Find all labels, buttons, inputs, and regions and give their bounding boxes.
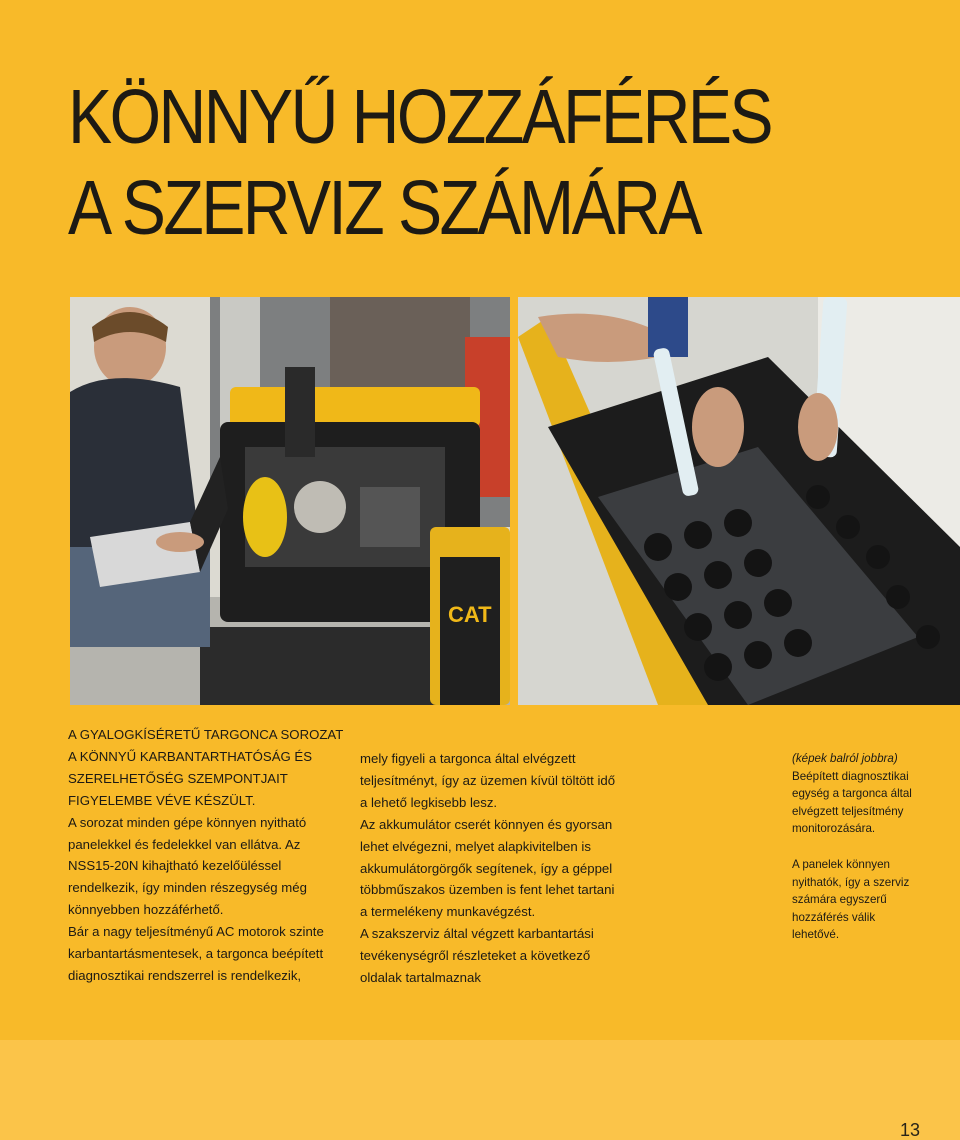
caption-line: lehetővé.	[792, 928, 840, 942]
text-column-1	[68, 724, 343, 987]
body-line: NSS15-20N kihajtható kezelőüléssel	[68, 858, 282, 874]
body-line: panelekkel és fedelekkel van ellátva. Az	[68, 836, 301, 852]
caption-note: (képek balról jobbra)	[792, 752, 898, 765]
body-line: A sorozat minden gépe könnyen nyitható	[68, 814, 307, 830]
cat-logo-text: CAT	[448, 602, 492, 627]
caption-line: A panelek könnyen	[792, 857, 890, 871]
body-line: könnyebben hozzáférhető.	[68, 902, 224, 918]
photo-battery-access	[518, 297, 960, 705]
intro-heading-line: SZERELHETŐSÉG SZEMPONTJAIT	[68, 770, 288, 786]
body-line: mely figyeli a targonca által elvégzett	[360, 751, 576, 766]
body-line: Bár a nagy teljesítményű AC motorok szinte	[68, 924, 324, 940]
body-line: karbantartásmentesek, a targonca beépített	[68, 946, 324, 962]
column2-body	[360, 748, 630, 989]
column1-body	[68, 812, 343, 987]
intro-heading-line: FIGYELEMBE VÉVE KÉSZÜLT.	[68, 792, 256, 808]
body-line: a termelékeny munkavégzést.	[360, 904, 536, 920]
body-line: többműszakos üzemben is fent lehet tartani	[360, 882, 615, 898]
body-line: teljesítményt, így az üzemen kívül töltött idő	[360, 772, 616, 788]
caption-line: számára egyszerű	[792, 893, 887, 907]
caption-line: egység a targonca által	[792, 787, 912, 801]
body-line: A szakszerviz által végzett karbantartási	[360, 926, 594, 942]
caption-line: nyithatók, így a szerviz	[792, 875, 910, 889]
intro-heading-line: A GYALOGKÍSÉRETŰ TARGONCA SOROZAT	[68, 727, 344, 742]
photo-diagnostics	[70, 297, 510, 705]
intro-heading-line: A KÖNNYŰ KARBANTARTHATÓSÁG ÉS	[68, 748, 313, 764]
caption-line: elvégzett teljesítmény	[792, 804, 904, 818]
caption-second	[792, 856, 937, 944]
page-number: 13	[899, 1120, 920, 1140]
caption-line: hozzáférés válik	[792, 910, 876, 924]
caption-line: monitorozására.	[792, 822, 876, 836]
page-title	[68, 72, 808, 254]
body-line: tevékenységről részleteket a következő	[360, 948, 591, 964]
body-line: oldalak tartalmaznak	[360, 970, 481, 986]
title-line-2: A SZERVIZ SZÁMÁRA	[68, 165, 700, 251]
body-line: diagnosztikai rendszerrel is rendelkezik,	[68, 967, 302, 983]
body-line: Az akkumulátor cserét könnyen és gyorsan	[360, 816, 613, 832]
title-line-1: KÖNNYŰ HOZZÁFÉRÉS	[68, 74, 772, 160]
caption-first	[792, 768, 937, 838]
photo-battery-illustration	[518, 297, 960, 705]
photo-captions	[792, 750, 937, 944]
footer-band	[0, 1040, 960, 1140]
text-column-2	[360, 748, 630, 989]
intro-heading	[68, 724, 343, 812]
photo-diagnostics-illustration	[70, 297, 510, 705]
caption-line: Beépített diagnosztikai	[792, 769, 909, 783]
body-line: rendelkezik, így minden részegység még	[68, 880, 307, 896]
body-line: lehet elvégezni, melyet alapkivitelben is	[360, 838, 591, 854]
body-line: akkumulátorgörgők segítenek, így a géppel	[360, 860, 613, 876]
body-line: a lehető legkisebb lesz.	[360, 794, 498, 810]
